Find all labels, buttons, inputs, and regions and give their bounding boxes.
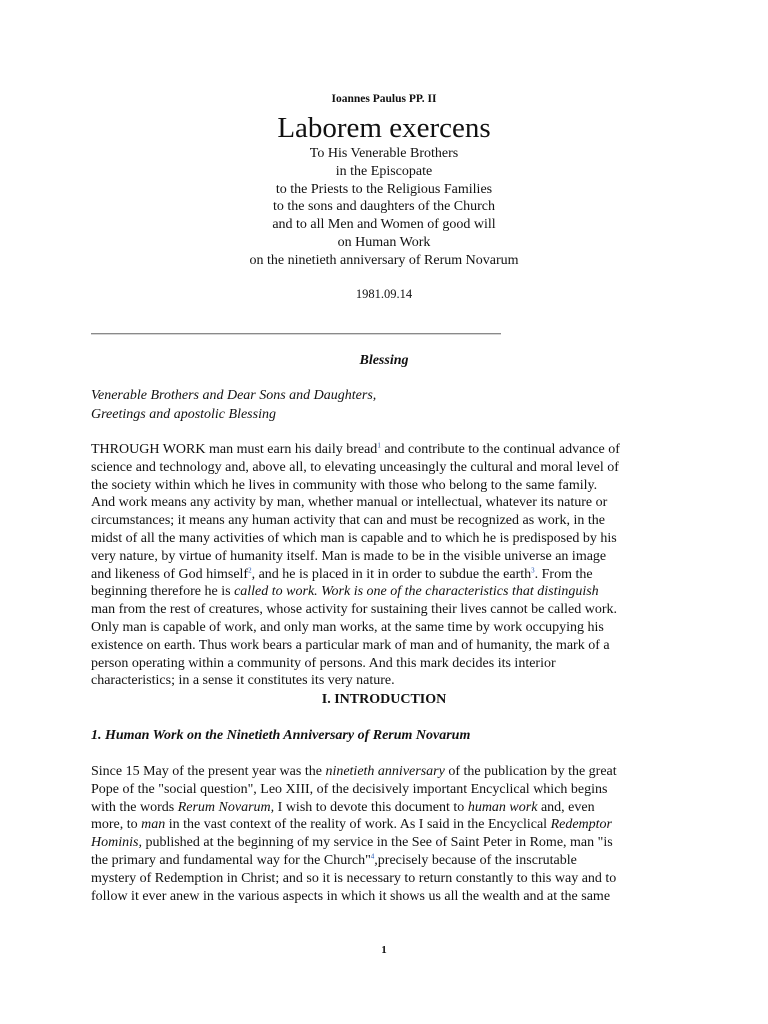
document-title: Laborem exercens [277, 112, 491, 144]
emphasis-text: Hominis, [91, 835, 142, 851]
section-heading-introduction: I. INTRODUCTION [321, 692, 447, 707]
paragraph-since-15-may: Since 15 May of the present year was the ninetieth anniversary of the publication by the great Pope of the "social question", Leo XIII, of the decisively important Encyclical which begins with the words Rerum Novarum, I wish to devote this document to human work and, even more, to man in the vast context of the reality of work. As I said in the Encyclical Redemptor Hominis, published at the beginning of my service in the See of Saint Peter in Rome, man "is the primary and fundamental way for the Church"$^4$,precisely because of the inscrutable mystery of Redemption in Christ; and so it is necessary to return constantly to this way and to follow it ever anew in the various aspects in which it shows us all the wealth and at the same [91, 764, 617, 904]
address-line: on Human Work [337, 234, 431, 250]
footnote-link[interactable]: 2 [248, 565, 252, 574]
salutation-line: Greetings and apostolic Blessing [91, 406, 276, 422]
footnote-link[interactable]: 3 [531, 565, 535, 574]
address-line: to the Priests to the Religious Families [275, 181, 493, 197]
footnote-link[interactable]: 1 [377, 441, 381, 450]
salutation-line: Venerable Brothers and Dear Sons and Daughters, [91, 388, 377, 403]
subsection-heading: 1. Human Work on the Ninetieth Anniversary of Rerum Novarum [91, 728, 471, 743]
address-line: on the ninetieth anniversary of Rerum Novarum [249, 252, 519, 268]
emphasis-text: Redemptor [550, 817, 612, 833]
emphasis-text: Rerum Novarum, [177, 799, 275, 815]
document-date: 1981.09.14 [355, 287, 413, 301]
address-block [0, 145, 768, 270]
page-number: 1 [381, 944, 387, 956]
paragraph-through-work: THROUGH WORK man must earn his daily bread$^1$ and contribute to the continual advance of science and technology and, above all, to elevating unceasingly the cultural and moral level of the society within which he lives in community with those who belong to the same family. And work means any activity by man, whether manual or intellectual, whatever its nature or circumstances; it means any human activity that can and must be recognized as work, in the midst of all the many activities of which man is capable and to which he is predisposed by his very nature, by virtue of humanity itself. Man is made to be in the visible universe an image and likeness of God himself$^2$, and he is placed in it in order to subdue the earth$^3$. From the beginning therefore he is called to work. Work is one of the characteristics that distinguish man from the rest of creatures, whose activity for sustaining their lives cannot be called work. Only man is capable of work, and only man works, at the same time by work occupying his existence on earth. Thus work bears a particular mark of man and of humanity, the mark of a person operating within a community of persons. And this mark decides its interior characteristics; in a sense it constitutes its very nature. [91, 441, 620, 689]
blessing-heading: Blessing [359, 353, 409, 368]
address-line: to the sons and daughters of the Church [272, 199, 495, 215]
horizontal-divider [91, 333, 501, 335]
footnote-link[interactable]: 4 [370, 852, 375, 861]
emphasis-text: man [141, 817, 166, 833]
address-line: To His Venerable Brothers [309, 146, 459, 161]
salutation [91, 387, 376, 424]
emphasis-text: ninetieth anniversary [325, 764, 445, 779]
address-line: in the Episcopate [335, 163, 433, 179]
author-line: Ioannes Paulus PP. II [331, 93, 437, 105]
address-line: and to all Men and Women of good will [272, 217, 496, 233]
emphasis-text: called to work. Work is one of the characteristics that distinguish [234, 584, 599, 600]
emphasis-text: human work [467, 799, 538, 815]
